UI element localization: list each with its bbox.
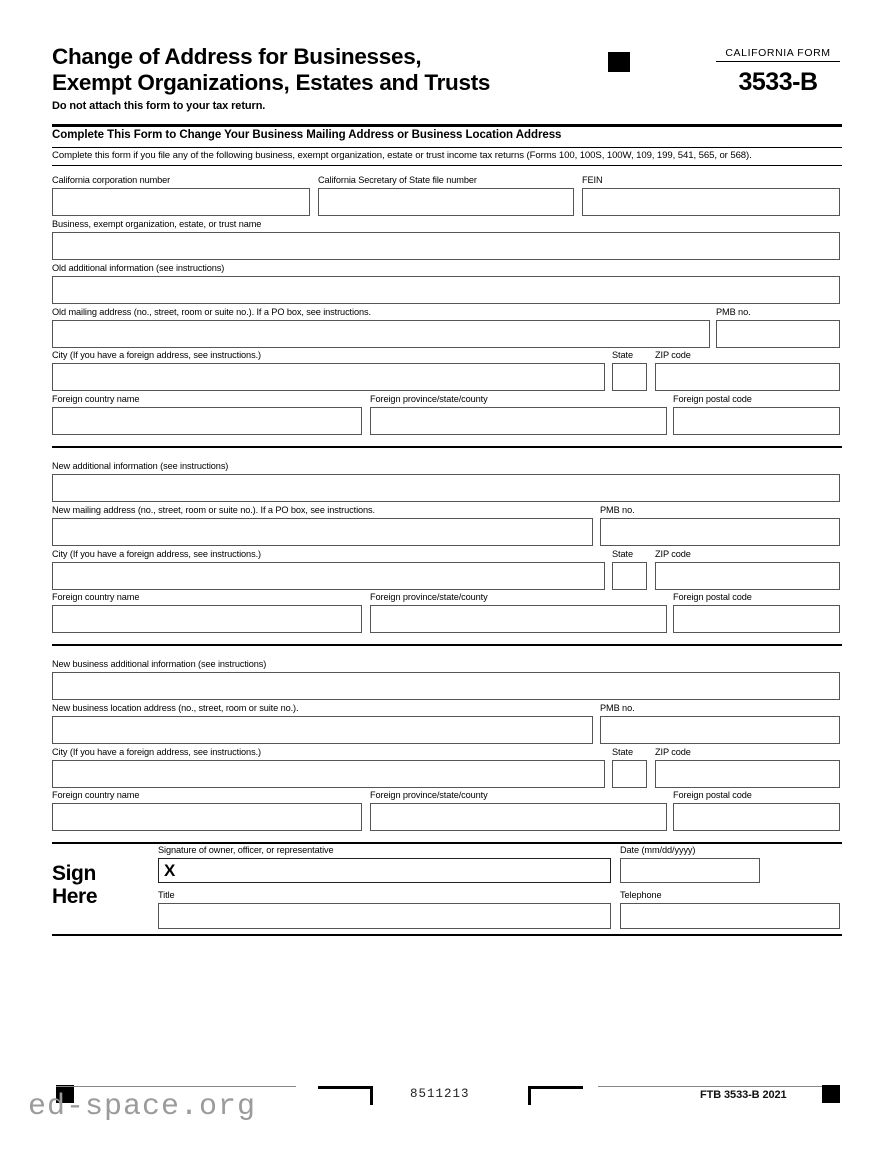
- new-mailing-section-divider-rule: [52, 644, 842, 646]
- corporation-number-label: California corporation number: [52, 175, 171, 185]
- new-zip-label: ZIP code: [655, 549, 691, 559]
- new-state-input[interactable]: [612, 562, 647, 590]
- signature-input[interactable]: X: [158, 858, 611, 883]
- old-additional-info-label: Old additional information (see instructions): [52, 263, 225, 273]
- new-business-foreign-postal-input[interactable]: [673, 803, 840, 831]
- registration-square-icon: [608, 52, 630, 72]
- field-old-zip: [655, 350, 840, 391]
- footer-rule-left: [56, 1086, 296, 1087]
- field-corporation-number: [52, 175, 310, 216]
- field-old-foreign-country: [52, 394, 362, 435]
- new-business-additional-info-input[interactable]: [52, 672, 840, 700]
- sign-here-line2: Here: [52, 885, 98, 908]
- page-subtitle: Do not attach this form to your tax return.: [52, 100, 266, 112]
- date-input[interactable]: [620, 858, 760, 883]
- new-business-foreign-country-label: Foreign country name: [52, 790, 140, 800]
- field-new-foreign-postal: [673, 592, 840, 633]
- old-foreign-province-label: Foreign province/state/county: [370, 394, 488, 404]
- instruction-divider-rule: [52, 165, 842, 166]
- field-new-business-pmb: [600, 703, 840, 744]
- field-title: [158, 890, 611, 929]
- old-foreign-postal-input[interactable]: [673, 407, 840, 435]
- business-name-label: Business, exempt organization, estate, or trust name: [52, 219, 262, 229]
- footer-rule-right: [598, 1086, 838, 1087]
- old-mailing-address-input[interactable]: [52, 320, 710, 348]
- new-city-label: City (If you have a foreign address, see instructions.): [52, 549, 261, 559]
- new-mailing-address-input[interactable]: [52, 518, 593, 546]
- footer-crop-mark-left-icon: [318, 1086, 373, 1105]
- field-new-pmb: [600, 505, 840, 546]
- footer-registration-square-right-icon: [822, 1085, 840, 1103]
- page-title-line2: Exempt Organizations, Estates and Trusts: [52, 70, 491, 95]
- field-new-business-city: [52, 747, 605, 788]
- new-foreign-country-label: Foreign country name: [52, 592, 140, 602]
- field-new-business-foreign-postal: [673, 790, 840, 831]
- new-business-zip-input[interactable]: [655, 760, 840, 788]
- new-city-input[interactable]: [52, 562, 605, 590]
- sos-file-number-input[interactable]: [318, 188, 574, 216]
- old-foreign-country-label: Foreign country name: [52, 394, 140, 404]
- telephone-label: Telephone: [620, 890, 662, 900]
- signature-bottom-rule: [52, 934, 842, 936]
- field-new-business-state: [612, 747, 647, 788]
- fein-label: FEIN: [582, 175, 603, 185]
- new-business-city-label: City (If you have a foreign address, see instructions.): [52, 747, 261, 757]
- field-sos-file-number: [318, 175, 574, 216]
- field-telephone: [620, 890, 840, 929]
- new-business-state-label: State: [612, 747, 633, 757]
- page-title-line1: Change of Address for Businesses,: [52, 44, 422, 69]
- sign-here-block: [52, 862, 97, 908]
- field-new-foreign-province: [370, 592, 667, 633]
- sign-here-line1: Sign: [52, 862, 96, 885]
- new-business-additional-info-label: New business additional information (see instructions): [52, 659, 267, 669]
- footer-barcode-number: 8511213: [410, 1087, 470, 1101]
- form-number: 3533-B: [738, 68, 818, 96]
- field-new-business-foreign-country: [52, 790, 362, 831]
- new-business-location-address-label: New business location address (no., street, room or suite no.).: [52, 703, 299, 713]
- old-state-input[interactable]: [612, 363, 647, 391]
- field-old-foreign-province: [370, 394, 667, 435]
- new-pmb-label: PMB no.: [600, 505, 635, 515]
- eligibility-instruction: Complete this form if you file any of the following business, exempt organization, estate or trust income tax returns (Forms 100, 100S, 100W, 109, 199, 541, 565, or 568).: [52, 150, 752, 161]
- field-new-business-location-address: [52, 703, 593, 744]
- old-city-input[interactable]: [52, 363, 605, 391]
- old-mailing-address-label: Old mailing address (no., street, room or suite no.). If a PO box, see instructions.: [52, 307, 371, 317]
- field-new-business-additional-info: [52, 659, 840, 700]
- old-state-label: State: [612, 350, 633, 360]
- corporation-number-input[interactable]: [52, 188, 310, 216]
- header-divider-rule: [52, 124, 842, 127]
- footer-crop-mark-right-icon: [528, 1086, 583, 1105]
- footer-form-id: FTB 3533-B 2021: [700, 1089, 787, 1101]
- field-old-mailing-address: [52, 307, 710, 348]
- section-banner: Complete This Form to Change Your Business Mailing Address or Business Location Address: [52, 129, 562, 141]
- new-business-city-input[interactable]: [52, 760, 605, 788]
- new-business-foreign-province-label: Foreign province/state/county: [370, 790, 488, 800]
- field-business-name: [52, 219, 840, 260]
- field-fein: [582, 175, 840, 216]
- field-new-business-foreign-province: [370, 790, 667, 831]
- sos-file-number-label: California Secretary of State file number: [318, 175, 477, 185]
- field-new-city: [52, 549, 605, 590]
- form-identifier: [716, 47, 840, 97]
- field-old-city: [52, 350, 605, 391]
- new-business-foreign-province-input[interactable]: [370, 803, 667, 831]
- new-business-location-address-input[interactable]: [52, 716, 593, 744]
- date-label: Date (mm/dd/yyyy): [620, 845, 696, 855]
- old-city-label: City (If you have a foreign address, see instructions.): [52, 350, 261, 360]
- field-new-zip: [655, 549, 840, 590]
- new-additional-info-input[interactable]: [52, 474, 840, 502]
- old-additional-info-input[interactable]: [52, 276, 840, 304]
- new-mailing-address-label: New mailing address (no., street, room or suite no.). If a PO box, see instructions.: [52, 505, 376, 515]
- field-new-mailing-address: [52, 505, 593, 546]
- field-old-foreign-postal: [673, 394, 840, 435]
- telephone-input[interactable]: [620, 903, 840, 929]
- new-foreign-province-label: Foreign province/state/county: [370, 592, 488, 602]
- new-pmb-input[interactable]: [600, 518, 840, 546]
- banner-divider-rule: [52, 147, 842, 148]
- field-new-state: [612, 549, 647, 590]
- new-business-state-input[interactable]: [612, 760, 647, 788]
- new-foreign-province-input[interactable]: [370, 605, 667, 633]
- field-old-pmb: [716, 307, 840, 348]
- california-form-label: CALIFORNIA FORM: [716, 47, 840, 62]
- new-state-label: State: [612, 549, 633, 559]
- field-old-state: [612, 350, 647, 391]
- old-zip-label: ZIP code: [655, 350, 691, 360]
- new-additional-info-label: New additional information (see instructions): [52, 461, 229, 471]
- field-new-foreign-country: [52, 592, 362, 633]
- new-foreign-postal-label: Foreign postal code: [673, 592, 752, 602]
- field-old-additional-info: [52, 263, 840, 304]
- old-zip-input[interactable]: [655, 363, 840, 391]
- old-pmb-input[interactable]: [716, 320, 840, 348]
- new-business-foreign-country-input[interactable]: [52, 803, 362, 831]
- field-date: [620, 845, 760, 883]
- old-foreign-province-input[interactable]: [370, 407, 667, 435]
- new-foreign-postal-input[interactable]: [673, 605, 840, 633]
- old-foreign-postal-label: Foreign postal code: [673, 394, 752, 404]
- old-foreign-country-input[interactable]: [52, 407, 362, 435]
- old-pmb-label: PMB no.: [716, 307, 751, 317]
- new-business-zip-label: ZIP code: [655, 747, 691, 757]
- new-business-pmb-input[interactable]: [600, 716, 840, 744]
- field-new-additional-info: [52, 461, 840, 502]
- field-new-business-zip: [655, 747, 840, 788]
- old-section-divider-rule: [52, 446, 842, 448]
- fein-input[interactable]: [582, 188, 840, 216]
- new-business-foreign-postal-label: Foreign postal code: [673, 790, 752, 800]
- title-input[interactable]: [158, 903, 611, 929]
- field-signature: [158, 845, 611, 883]
- title-block: [52, 44, 592, 112]
- title-label: Title: [158, 890, 175, 900]
- signature-section-divider-rule: [52, 842, 842, 844]
- watermark: ed-space.org: [28, 1090, 257, 1124]
- new-zip-input[interactable]: [655, 562, 840, 590]
- signature-label: Signature of owner, officer, or representative: [158, 845, 334, 855]
- new-foreign-country-input[interactable]: [52, 605, 362, 633]
- new-business-pmb-label: PMB no.: [600, 703, 635, 713]
- business-name-input[interactable]: [52, 232, 840, 260]
